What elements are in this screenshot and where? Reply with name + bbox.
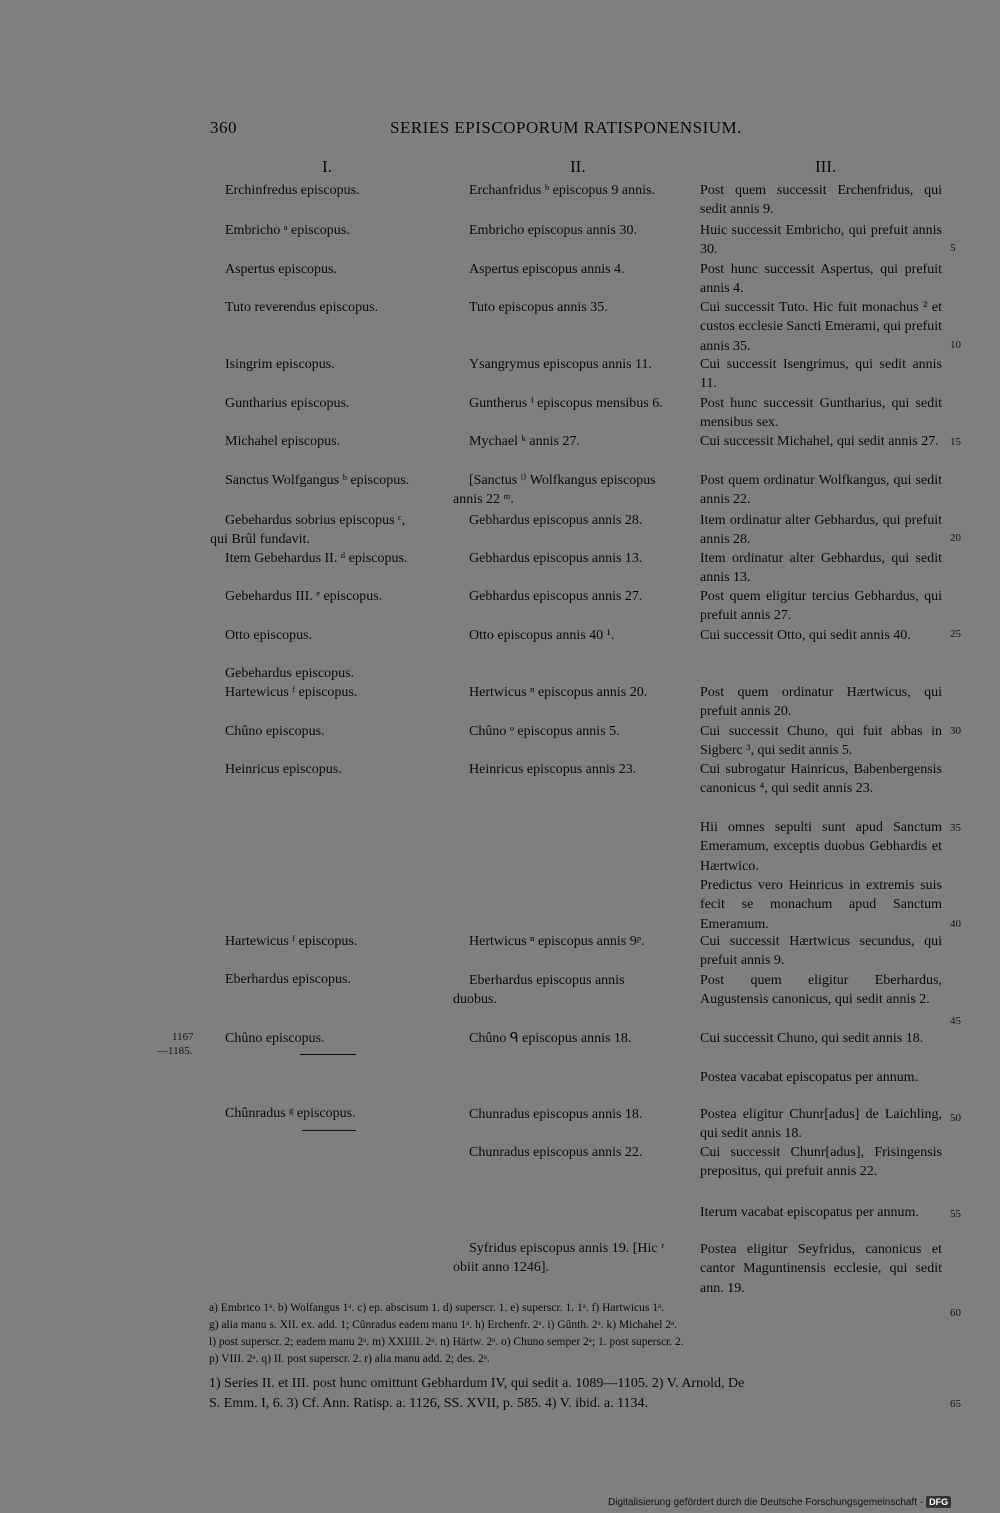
col3-entry: Cui successit Tuto. Hic fuit monachus ² et custos ecclesie Sancti Emerami, qui prefuit annis 35. [700,300,942,354]
col3-entry: Post quem eligitur tercius Gebhardus, qui prefuit annis 27. [700,589,942,624]
col1-entry: Chûno episcopus. [225,724,325,739]
col2-entry: annis 22 ᵐ. [453,492,514,507]
col3-entry: Cui successit Otto, qui sedit annis 40. [700,628,911,643]
col3-entry: Post hunc successit Aspertus, qui prefuit annis 4. [700,262,942,297]
col2-entry: Chunradus episcopus annis 22. [469,1145,643,1160]
col1-entry: Heinricus episcopus. [225,762,342,777]
col1-entry: Item Gebehardus II. ᵈ episcopus. [225,551,408,566]
col3-entry: Item ordinatur alter Gebhardus, qui prefuit annis 28. [700,513,942,548]
col2-entry: Syfridus episcopus annis 19. [Hic ʳ [469,1241,665,1256]
column-heading-iii: III. [815,157,837,176]
variant-note: a) Embrico 1ᵃ. b) Wolfangus 1ᵃ. c) ep. abscisum 1. d) superscr. 1. e) superscr. 1. 1ᵃ. f) Hartwicus 1ᵃ. [209,1302,665,1314]
col3-entry: Postea eligitur Chunr[adus] de Laichling, qui sedit annis 18. [700,1107,942,1142]
col1-entry: Gebehardus III. ᵉ episcopus. [225,589,383,604]
col1-entry: Sanctus Wolfgangus ᵇ episcopus. [225,473,410,488]
col1-entry: Hartewicus ᶠ episcopus. [225,934,358,949]
col1-entry: Embricho ᵃ episcopus. [225,223,350,238]
col3-entry: Postea eligitur Seyfridus, canonicus et cantor Maguntinensis ecclesie, qui sedit ann. 19. [700,1242,942,1296]
col3-entry: Post quem ordinatur Wolfkangus, qui sedit annis 22. [700,473,942,508]
line-number: 50 [950,1112,961,1124]
col2-entry: Heinricus episcopus annis 23. [469,762,637,777]
variant-note: p) VIII. 2ᵃ. q) II. post superscr. 2. r) alia manu add. 2; des. 2ᵃ. [209,1353,490,1365]
col3-entry: Post quem eligitur Eberhardus, Augustensis canonicus, qui sedit annis 2. [700,973,942,1008]
col1-entry: Gebehardus sobrius episcopus ᶜ, [225,513,406,528]
page-number: 360 [210,118,237,137]
col2-entry: Eberhardus episcopus annis [469,973,625,988]
line-number: 65 [950,1398,961,1410]
col1-entry: Tuto reverendus episcopus. [225,300,379,315]
col2-entry: Aspertus episcopus annis 4. [469,262,625,277]
line-number: 10 [950,339,961,351]
line-number: 5 [950,242,956,254]
separator-rule [300,1054,356,1055]
col3-entry: Post hunc successit Guntharius, qui sedit mensibus sex. [700,396,942,431]
col3-entry: Cui successit Chuno, qui sedit annis 18. [700,1031,924,1046]
footnote: S. Emm. I, 6. 3) Cf. Ann. Ratisp. a. 1126, SS. XVII, p. 585. 4) V. ibid. a. 1134. [209,1396,649,1411]
col2-entry: Tuto episcopus annis 35. [469,300,608,315]
col1-entry: Aspertus episcopus. [225,262,337,277]
line-number: 35 [950,822,961,834]
footnote: 1) Series II. et III. post hunc omittunt Gebhardum IV, qui sedit a. 1089—1105. 2) V. Arnold, De [209,1376,745,1391]
col3-entry: Predictus vero Heinricus in extremis suis fecit se monachum apud Sanctum Emeramum. [700,878,942,932]
col1-entry: qui Brûl fundavit. [210,532,310,547]
variant-note: l) post superscr. 2; eadem manu 2ᵃ. m) XXIIII. 2ᵃ. n) Härtw. 2ᵃ. o) Chuno semper 2ᵃ; 1. post superscr. 2. [209,1336,684,1348]
dfg-logo-icon: DFG [926,1496,951,1508]
col3-entry: Cui successit Chuno, qui fuit abbas in Sigberc ³, qui sedit annis 5. [700,724,942,759]
margin-date: —1185. [157,1045,193,1057]
col3-entry: Cui successit Hærtwicus secundus, qui prefuit annis 9. [700,934,942,969]
col1-entry: Michahel episcopus. [225,434,341,449]
col3-entry: Cui successit Chunr[adus], Frisingensis prepositus, qui prefuit annis 22. [700,1145,942,1180]
col3-entry: Post quem successit Erchenfridus, qui sedit annis 9. [700,183,942,218]
line-number: 30 [950,725,961,737]
col3-entry: Postea vacabat episcopatus per annum. [700,1070,919,1085]
col1-entry: Chûnradus ᵍ episcopus. [225,1106,356,1121]
col1-entry: Hartewicus ᶠ episcopus. [225,685,358,700]
variant-note: g) alia manu s. XII. ex. add. 1; Cûnradus eadem manu 1ᵃ. h) Erchenfr. 2ᵃ. i) Gûnth. 2ᵃ. k) Michahel 2ᵃ. [209,1319,677,1331]
col2-entry: Chûno ᵒ episcopus annis 5. [469,724,620,739]
col2-entry: Gebhardus episcopus annis 28. [469,513,643,528]
col2-entry: Embricho episcopus annis 30. [469,223,637,238]
col2-entry: Erchanfridus ᵇ episcopus 9 annis. [469,183,655,198]
col3-entry: Post quem ordinatur Hærtwicus, qui prefuit annis 20. [700,685,942,720]
col1-entry: Chûno episcopus. [225,1031,325,1046]
line-number: 20 [950,532,961,544]
col2-entry: obiit anno 1246]. [453,1260,550,1275]
digitization-text: Digitalisierung gefördert durch die Deutsche Forschungsgemeinschaft - [608,1497,924,1508]
col2-entry: Hertwicus ⁿ episcopus annis 20. [469,685,648,700]
line-number: 25 [950,628,961,640]
col3-entry: Cui successit Isengrimus, qui sedit annis 11. [700,357,942,392]
col2-entry: Gebhardus episcopus annis 27. [469,589,643,604]
line-number: 60 [950,1307,961,1319]
col2-entry: Gebhardus episcopus annis 13. [469,551,643,566]
col3-entry: Iterum vacabat episcopatus per annum. [700,1205,919,1220]
col1-entry: Otto episcopus. [225,628,313,643]
col1-entry: Eberhardus episcopus. [225,972,351,987]
line-number: 15 [950,436,961,448]
col2-entry: Chûno ᑫ episcopus annis 18. [469,1031,632,1046]
col3-entry: Cui successit Michahel, qui sedit annis 27. [700,434,939,449]
col2-entry: Chunradus episcopus annis 18. [469,1107,643,1122]
col1-entry: Isingrim episcopus. [225,357,335,372]
digitization-note [608,1496,951,1508]
col1-entry: Guntharius episcopus. [225,396,350,411]
col2-entry: [Sanctus ˡ⁾ Wolfkangus episcopus [469,473,656,488]
separator-rule [302,1130,356,1131]
line-number: 45 [950,1015,961,1027]
col2-entry: Otto episcopus annis 40 ¹. [469,628,615,643]
col2-entry: Ysangrymus episcopus annis 11. [469,357,653,372]
col3-entry: Cui subrogatur Hainricus, Babenbergensis canonicus ⁴, qui sedit annis 23. [700,762,942,797]
line-number: 40 [950,918,961,930]
col1-entry: Gebehardus episcopus. [225,666,355,681]
col2-entry: Hertwicus ⁿ episcopus annis 9ᵖ. [469,934,645,949]
col2-entry: duobus. [453,992,497,1007]
col3-entry: Huic successit Embricho, qui prefuit annis 30. [700,223,942,258]
margin-date: 1167 [172,1031,194,1043]
col2-entry: Guntherus ⁱ episcopus mensibus 6. [469,396,663,411]
col3-entry: Hii omnes sepulti sunt apud Sanctum Emeramum, exceptis duobus Gebhardis et Hærtwico. [700,820,942,874]
column-heading-i: I. [322,157,332,176]
running-title: SERIES EPISCOPORUM RATISPONENSIUM. [390,118,742,137]
col2-entry: Mychael ᵏ annis 27. [469,434,580,449]
col3-entry: Item ordinatur alter Gebhardus, qui sedit annis 13. [700,551,942,586]
line-number: 55 [950,1208,961,1220]
col1-entry: Erchinfredus episcopus. [225,183,360,198]
column-heading-ii: II. [570,157,586,176]
